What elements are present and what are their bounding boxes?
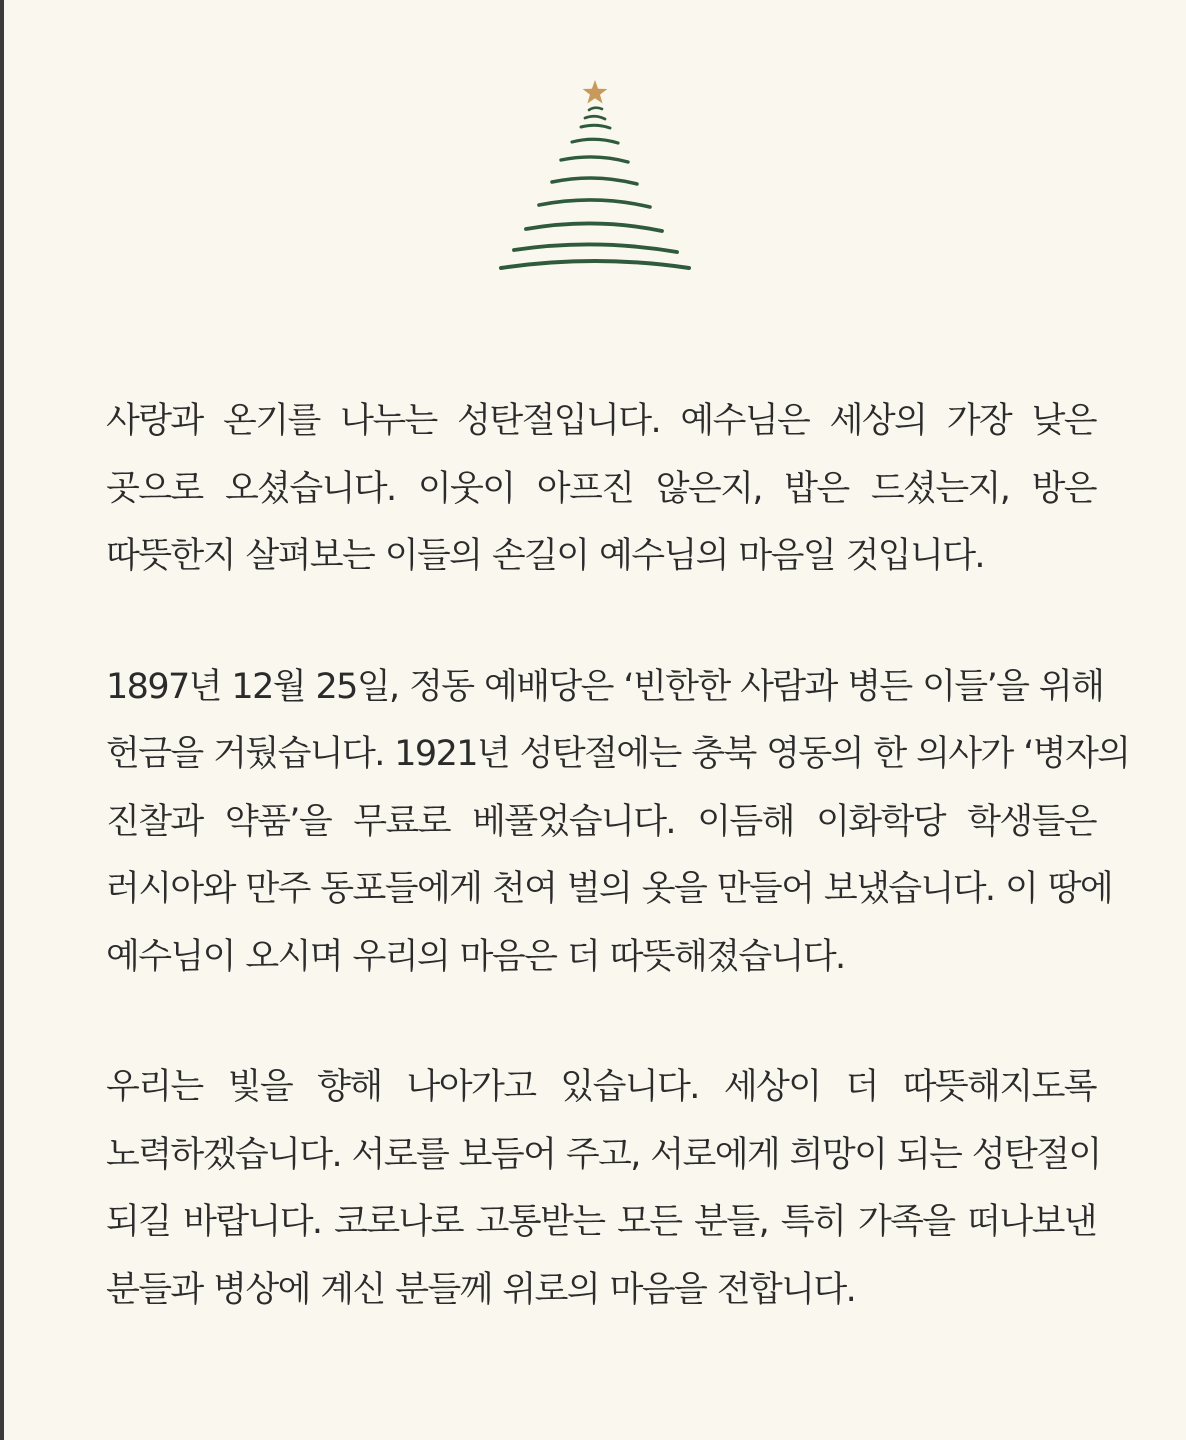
star-icon [583,80,608,104]
text-line: 예수님이 오시며 우리의 마음은 더 따뜻해졌습니다. [106,936,845,977]
text-line: 분들과 병상에 계신 분들께 위로의 마음을 전합니다. [106,1269,856,1310]
paragraph-2 [106,654,1130,992]
paragraph-3 [106,1054,1101,1324]
christmas-message [106,388,1130,1387]
text-line: 되길 바랍니다. 코로나로 고통받는 모든 분들, 특히 가족을 떠나보낸 [106,1202,1096,1242]
text-line: 진찰과 약품’을 무료로 베풀었습니다. 이듬해 이화학당 학생들은 [106,801,1096,842]
tree-spiral [501,108,689,268]
text-line: 우리는 빛을 향해 나아가고 있습니다. 세상이 더 따뜻해지도록 [106,1067,1096,1107]
left-border [0,0,4,1440]
text-line: 곳으로 오셨습니다. 이웃이 아프진 않은지, 밥은 드셨는지, 방은 [106,468,1096,509]
text-line: 따뜻한지 살펴보는 이들의 손길이 예수님의 마음일 것입니다. [106,536,984,576]
text-line: 1897년 12월 25일, 정동 예배당은 ‘빈한한 사람과 병든 이들’을 위해 [106,666,1104,707]
text-line: 노력하겠습니다. 서로를 보듬어 주고, 서로에게 희망이 되는 성탄절이 [106,1134,1101,1175]
christmas-tree-icon [492,76,698,290]
text-line: 사랑과 온기를 나누는 성탄절입니다. 예수님은 세상의 가장 낮은 [106,401,1096,441]
text-line: 헌금을 거뒀습니다. 1921년 성탄절에는 충북 영동의 한 의사가 ‘병자의 [106,734,1130,774]
text-line: 러시아와 만주 동포들에게 천여 벌의 옷을 만들어 보냈습니다. 이 땅에 [106,869,1113,909]
paragraph-1 [106,388,1096,591]
